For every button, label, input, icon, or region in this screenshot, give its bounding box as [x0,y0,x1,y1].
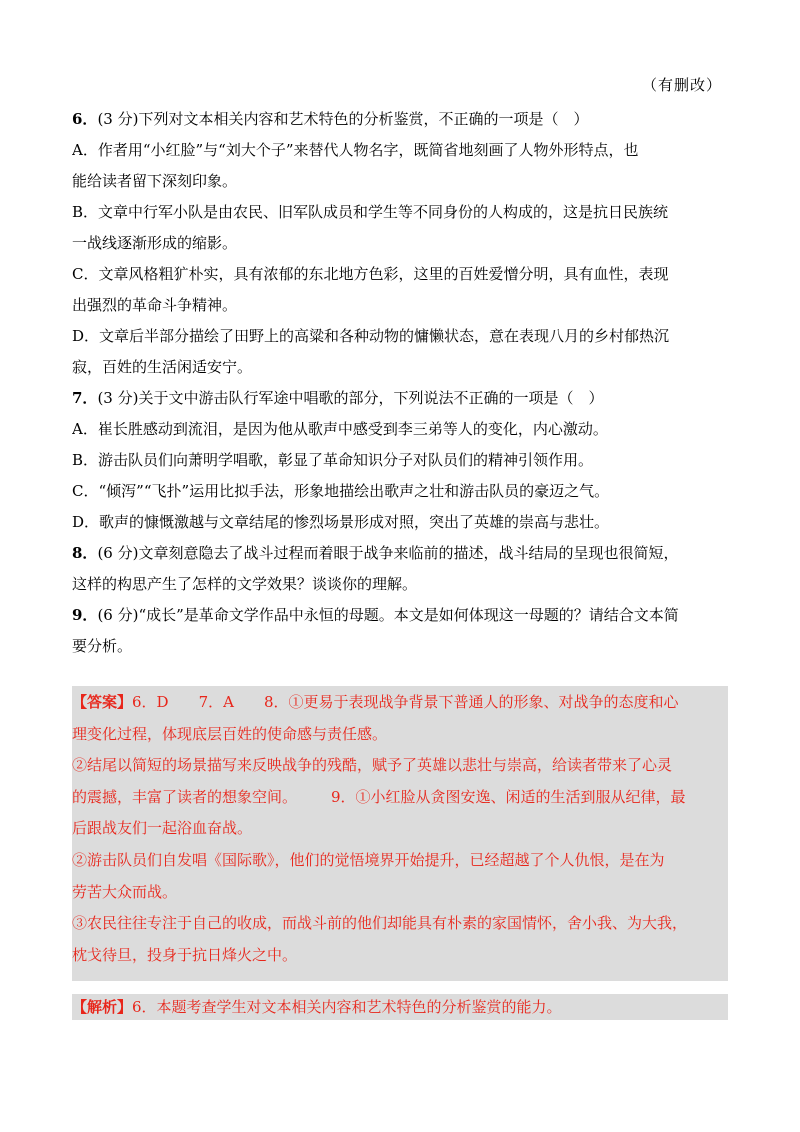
question-9-number: 9． [72,606,98,624]
question-6-option-c: C．文章风格粗犷朴实，具有浓郁的东北地方色彩，这里的百姓爱憎分明，具有血性，表现 [72,265,669,283]
question-8-stem [72,538,728,569]
answer-q8-line-3: ②结尾以简短的场景描写来反映战争的残酷，赋予了英雄以悲壮与崇高，给读者带来了心灵 [72,756,673,775]
answer-section [72,687,728,971]
question-list [72,104,728,662]
question-7-option-b: B．游击队员们向萧明学唱歌，彰显了革命知识分子对队员们的精神引领作用。 [72,451,594,469]
question-6-option-c-cont: 出强烈的革命斗争精神。 [72,296,238,314]
question-6-option-b-cont: 一战线逐渐形成的缩影。 [72,234,238,252]
question-7-score: (3 分) [97,389,139,407]
answer-q9-line-2: 后跟战友们一起浴血奋战。 [72,819,253,838]
question-7-text: 关于文中游击队行军途中唱歌的部分，下列说法不正确的一项是（ ） [138,389,604,407]
question-8-stem-cont: 这样的构思产生了怎样的文学效果？谈谈你的理解。 [72,575,418,593]
answer-q9-head: 9．①小红脸从贪图安逸、闲适的生活到服从纪律，最 [331,787,686,806]
analysis-section [72,994,728,1020]
question-6-number: 6． [72,110,98,128]
question-6-stem [72,104,728,135]
analysis-body: 6．本题考查学生对文本相关内容和艺术特色的分析鉴赏的能力。 [132,998,562,1016]
analysis-line [72,994,728,1020]
answer-line-1 [72,687,728,719]
question-6-text: 下列对文本相关内容和艺术特色的分析鉴赏，不正确的一项是（ ） [138,110,589,128]
question-6-score: (3 分) [97,110,139,128]
answer-q9-line-4: 劳苦大众而战。 [72,882,178,901]
question-6-option-a: A．作者用“小红脸”与“刘大个子”来替代人物名字，既简省地刻画了人物外形特点，也 [72,141,639,159]
question-8-score: (6 分) [97,544,139,562]
answer-q9-line-5: ③农民往往专注于自己的收成，而战斗前的他们却能具有朴素的家国情怀，舍小我、为大我， [72,914,688,933]
question-9-stem-cont: 要分析。 [72,637,133,655]
question-6-option-b: B．文章中行军小队是由农民、旧军队成员和学生等不同身份的人构成的，这是抗日民族统 [72,203,669,221]
source-note: （有删改） [641,76,722,94]
question-9-text: “成长”是革命文学作品中永恒的母题。本文是如何体现这一母题的？请结合文本简 [138,606,679,624]
question-7-option-d: D．歌声的慷慨激越与文章结尾的惨烈场景形成对照，突出了英雄的崇高与悲壮。 [72,513,610,531]
question-9-stem [72,600,728,631]
question-8-text: 文章刻意隐去了战斗过程而着眼于战争来临前的描述，战斗结局的呈现也很简短， [138,544,679,562]
answer-line-4 [72,782,728,814]
question-8-number: 8． [72,544,98,562]
question-7-option-a: A．崔长胜感动到流泪，是因为他从歌声中感受到李三弟等人的变化，内心激动。 [72,420,608,438]
answer-q7: 7．A [198,693,234,711]
question-6-option-d: D．文章后半部分描绘了田野上的高粱和各种动物的慵懒状态，意在表现八月的乡村郁热沉 [72,327,670,345]
answer-q8-line-4: 的震撼，丰富了读者的想象空间。 [72,787,298,806]
answer-q8-head: 8．①更易于表现战争背景下普通人的形象、对战争的态度和心 [263,693,679,711]
answer-q6: 6．D [132,693,169,711]
question-7-option-c: C．“倾泻”“飞扑”运用比拟手法，形象地描绘出歌声之壮和游击队员的豪迈之气。 [72,482,610,500]
answer-q8-line-2: 理变化过程，体现底层百姓的使命感与责任感。 [72,724,388,743]
answer-q9-line-6: 枕戈待旦，投身于抗日烽火之中。 [72,945,298,964]
analysis-tag: 【解析】 [72,998,133,1016]
question-6-option-d-cont: 寂，百姓的生活闲适安宁。 [72,358,253,376]
question-7-number: 7． [72,389,98,407]
question-7-stem [72,383,728,414]
question-6-option-a-cont: 能给读者留下深刻印象。 [72,172,238,190]
answer-tag: 【答案】 [72,693,133,711]
question-9-score: (6 分) [97,606,139,624]
answer-q9-line-3: ②游击队员们自发唱《国际歌》，他们的觉悟境界开始提升，已经超越了个人仇恨，是在为 [72,850,665,869]
